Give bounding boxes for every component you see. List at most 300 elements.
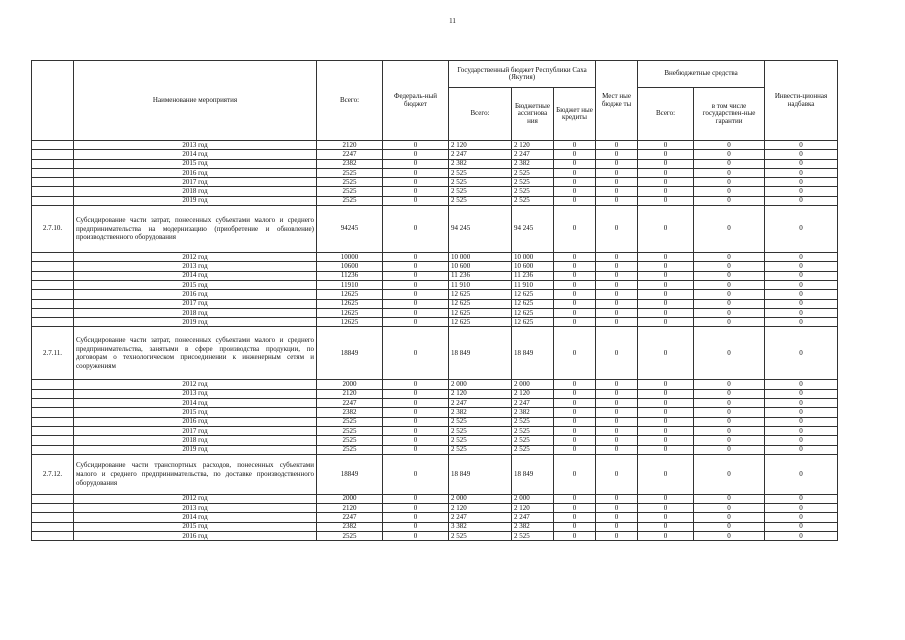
measure-value: 0	[765, 327, 838, 380]
year-value: 0	[383, 308, 449, 317]
year-row	[32, 178, 838, 187]
year-row	[32, 504, 838, 513]
year-value: 2 525	[512, 196, 554, 205]
year-value: 2247	[317, 513, 383, 522]
year-value: 2 525	[512, 532, 554, 541]
year-label: 2013 год	[74, 262, 317, 271]
year-value: 2000	[317, 494, 383, 503]
year-value: 0	[765, 494, 838, 503]
measure-value: 0	[638, 454, 694, 494]
year-value: 10000	[317, 253, 383, 262]
year-value: 0	[638, 271, 694, 280]
year-row	[32, 150, 838, 159]
year-value: 0	[554, 417, 596, 426]
year-value: 2 525	[449, 417, 512, 426]
year-value: 2 382	[512, 522, 554, 531]
year-value: 10 600	[512, 262, 554, 271]
year-label: 2019 год	[74, 445, 317, 454]
year-value: 2 120	[512, 389, 554, 398]
year-value: 2 525	[449, 445, 512, 454]
year-value: 0	[694, 196, 765, 205]
year-value: 11 910	[512, 280, 554, 289]
measure-value: 94 245	[449, 206, 512, 253]
year-row	[32, 408, 838, 417]
year-value: 0	[765, 522, 838, 531]
year-value: 0	[638, 159, 694, 168]
measure-value: 18849	[317, 454, 383, 494]
year-value: 2525	[317, 178, 383, 187]
year-code-cell	[32, 280, 74, 289]
year-value: 0	[383, 271, 449, 280]
measure-value: 0	[765, 454, 838, 494]
year-row	[32, 494, 838, 503]
year-code-cell	[32, 389, 74, 398]
year-value: 0	[694, 417, 765, 426]
year-value: 2 525	[512, 426, 554, 435]
measure-value: 18 849	[449, 327, 512, 380]
year-value: 0	[596, 408, 638, 417]
year-label: 2016 год	[74, 417, 317, 426]
header-name: Наименование мероприятия	[74, 61, 317, 141]
year-value: 0	[554, 318, 596, 327]
year-value: 11 236	[512, 271, 554, 280]
year-value: 2 120	[449, 141, 512, 150]
year-value: 2525	[317, 532, 383, 541]
measure-value: 0	[638, 327, 694, 380]
year-value: 2 000	[512, 380, 554, 389]
year-value: 0	[596, 318, 638, 327]
year-value: 0	[596, 262, 638, 271]
year-row	[32, 436, 838, 445]
year-row	[32, 141, 838, 150]
year-code-cell	[32, 308, 74, 317]
year-value: 0	[596, 513, 638, 522]
year-value: 2 382	[512, 408, 554, 417]
year-value: 2000	[317, 380, 383, 389]
year-value: 0	[383, 494, 449, 503]
year-value: 0	[554, 141, 596, 150]
year-value: 0	[383, 504, 449, 513]
measure-row	[32, 206, 838, 253]
measure-value: 18 849	[512, 327, 554, 380]
year-value: 0	[694, 399, 765, 408]
year-value: 0	[554, 290, 596, 299]
year-value: 2382	[317, 408, 383, 417]
year-value: 2 525	[512, 436, 554, 445]
year-code-cell	[32, 168, 74, 177]
year-value: 0	[383, 426, 449, 435]
year-value: 0	[694, 150, 765, 159]
year-value: 0	[383, 532, 449, 541]
header-investment: Инвести-ционная надбавка	[765, 61, 838, 141]
year-value: 0	[383, 389, 449, 398]
header-budget-alloc: Бюджетные ассигнова ния	[512, 88, 554, 141]
header-local: Мест ные бюдже ты	[596, 61, 638, 141]
year-value: 0	[638, 178, 694, 187]
year-value: 0	[765, 408, 838, 417]
header-offbudget-total: Всего:	[638, 88, 694, 141]
year-value: 0	[596, 389, 638, 398]
year-value: 10 600	[449, 262, 512, 271]
year-value: 12625	[317, 299, 383, 308]
year-value: 12 625	[449, 318, 512, 327]
year-value: 0	[694, 271, 765, 280]
measure-value: 0	[554, 327, 596, 380]
year-value: 0	[638, 168, 694, 177]
year-value: 2120	[317, 504, 383, 513]
year-code-cell	[32, 299, 74, 308]
year-value: 0	[694, 436, 765, 445]
year-value: 0	[765, 436, 838, 445]
year-value: 0	[596, 308, 638, 317]
year-code-cell	[32, 522, 74, 531]
measure-value: 0	[554, 454, 596, 494]
year-label: 2013 год	[74, 504, 317, 513]
year-row	[32, 271, 838, 280]
year-label: 2018 год	[74, 187, 317, 196]
year-value: 0	[694, 299, 765, 308]
year-value: 2 120	[512, 504, 554, 513]
year-value: 0	[554, 504, 596, 513]
year-value: 0	[765, 445, 838, 454]
year-value: 10 000	[512, 253, 554, 262]
year-value: 0	[554, 196, 596, 205]
year-code-cell	[32, 150, 74, 159]
year-value: 2525	[317, 417, 383, 426]
year-value: 2 525	[512, 187, 554, 196]
year-value: 0	[765, 196, 838, 205]
year-value: 0	[383, 253, 449, 262]
year-value: 0	[554, 159, 596, 168]
year-value: 0	[765, 271, 838, 280]
year-value: 0	[638, 399, 694, 408]
year-value: 0	[383, 513, 449, 522]
year-value: 0	[765, 168, 838, 177]
year-value: 0	[638, 150, 694, 159]
year-value: 0	[596, 426, 638, 435]
year-value: 12 625	[512, 318, 554, 327]
year-value: 0	[554, 150, 596, 159]
year-value: 0	[694, 168, 765, 177]
year-value: 0	[638, 308, 694, 317]
year-value: 0	[638, 532, 694, 541]
year-value: 0	[638, 141, 694, 150]
year-value: 0	[554, 253, 596, 262]
year-value: 11910	[317, 280, 383, 289]
year-row	[32, 445, 838, 454]
year-value: 2 120	[512, 141, 554, 150]
measure-value: 18 849	[512, 454, 554, 494]
year-code-cell	[32, 141, 74, 150]
year-value: 2 525	[449, 168, 512, 177]
year-row	[32, 262, 838, 271]
year-value: 0	[638, 262, 694, 271]
year-code-cell	[32, 178, 74, 187]
year-value: 2247	[317, 150, 383, 159]
year-value: 0	[596, 253, 638, 262]
year-code-cell	[32, 262, 74, 271]
year-value: 0	[596, 196, 638, 205]
year-code-cell	[32, 426, 74, 435]
year-label: 2013 год	[74, 389, 317, 398]
year-value: 11236	[317, 271, 383, 280]
year-value: 0	[554, 532, 596, 541]
year-label: 2015 год	[74, 280, 317, 289]
year-value: 2525	[317, 196, 383, 205]
year-value: 2382	[317, 522, 383, 531]
year-value: 0	[765, 262, 838, 271]
year-value: 0	[638, 426, 694, 435]
year-value: 0	[694, 532, 765, 541]
year-value: 0	[596, 417, 638, 426]
year-value: 0	[596, 290, 638, 299]
year-value: 2 525	[512, 168, 554, 177]
year-value: 12 625	[449, 299, 512, 308]
year-row	[32, 290, 838, 299]
measure-code: 2.7.11.	[32, 327, 74, 380]
year-value: 0	[554, 380, 596, 389]
year-value: 0	[638, 389, 694, 398]
year-value: 2 000	[512, 494, 554, 503]
year-value: 0	[694, 389, 765, 398]
year-label: 2015 год	[74, 159, 317, 168]
year-code-cell	[32, 318, 74, 327]
year-value: 0	[596, 380, 638, 389]
year-value: 0	[554, 271, 596, 280]
measure-code: 2.7.12.	[32, 454, 74, 494]
year-value: 12625	[317, 308, 383, 317]
year-value: 2 247	[449, 150, 512, 159]
year-value: 12 625	[449, 290, 512, 299]
year-label: 2015 год	[74, 522, 317, 531]
year-value: 0	[596, 187, 638, 196]
measure-value: 0	[554, 206, 596, 253]
measure-value: 0	[383, 454, 449, 494]
measure-value: 18849	[317, 327, 383, 380]
year-value: 0	[694, 426, 765, 435]
year-value: 0	[765, 389, 838, 398]
year-value: 0	[638, 253, 694, 262]
year-value: 0	[694, 513, 765, 522]
year-label: 2017 год	[74, 299, 317, 308]
year-value: 0	[596, 299, 638, 308]
budget-table	[31, 60, 838, 541]
year-value: 0	[596, 522, 638, 531]
measure-value: 0	[694, 327, 765, 380]
year-value: 0	[638, 318, 694, 327]
measure-row	[32, 454, 838, 494]
year-value: 2 247	[512, 399, 554, 408]
year-value: 0	[638, 290, 694, 299]
year-value: 0	[694, 504, 765, 513]
year-value: 0	[765, 532, 838, 541]
year-value: 2 000	[449, 494, 512, 503]
year-value: 2 525	[512, 417, 554, 426]
year-value: 2 525	[449, 532, 512, 541]
year-row	[32, 308, 838, 317]
year-label: 2019 год	[74, 196, 317, 205]
year-value: 2525	[317, 445, 383, 454]
year-value: 2 247	[449, 399, 512, 408]
year-label: 2017 год	[74, 426, 317, 435]
year-value: 0	[554, 299, 596, 308]
year-row	[32, 513, 838, 522]
year-value: 0	[383, 187, 449, 196]
year-value: 0	[554, 168, 596, 177]
year-value: 0	[596, 504, 638, 513]
year-value: 0	[596, 271, 638, 280]
year-value: 0	[554, 426, 596, 435]
measure-title: Субсидирование части затрат, понесенных субъектами малого и среднего предпринимательства на модернизацию (приобретение и обновление) производственного оборудования	[74, 206, 317, 253]
measure-value: 0	[596, 327, 638, 380]
year-value: 2 525	[512, 445, 554, 454]
year-code-cell	[32, 196, 74, 205]
year-label: 2014 год	[74, 271, 317, 280]
year-value: 0	[694, 290, 765, 299]
year-value: 10600	[317, 262, 383, 271]
year-value: 0	[383, 408, 449, 417]
measure-value: 0	[694, 454, 765, 494]
year-value: 2525	[317, 436, 383, 445]
year-label: 2017 год	[74, 178, 317, 187]
year-code-cell	[32, 399, 74, 408]
year-value: 0	[638, 522, 694, 531]
year-label: 2012 год	[74, 380, 317, 389]
year-value: 0	[638, 436, 694, 445]
measure-title: Субсидирование части транспортных расходов, понесенных субъектами малого и среднего предпринимательства, по доставке производственного оборудования	[74, 454, 317, 494]
header-state-group: Государственный бюджет Республики Саха (Якутия)	[449, 61, 596, 88]
year-row	[32, 159, 838, 168]
year-value: 0	[383, 150, 449, 159]
measure-value: 94 245	[512, 206, 554, 253]
year-value: 3 382	[449, 522, 512, 531]
header-total: Всего:	[317, 61, 383, 141]
year-code-cell	[32, 408, 74, 417]
year-value: 2 525	[449, 187, 512, 196]
year-value: 0	[554, 187, 596, 196]
year-value: 0	[596, 280, 638, 289]
year-value: 0	[554, 178, 596, 187]
year-value: 0	[694, 159, 765, 168]
year-value: 0	[383, 290, 449, 299]
year-value: 0	[383, 380, 449, 389]
year-value: 0	[383, 196, 449, 205]
year-value: 0	[765, 178, 838, 187]
measure-value: 0	[596, 454, 638, 494]
year-value: 0	[765, 187, 838, 196]
year-value: 2 382	[449, 159, 512, 168]
year-value: 0	[554, 408, 596, 417]
year-value: 12 625	[512, 308, 554, 317]
year-value: 0	[638, 504, 694, 513]
year-code-cell	[32, 187, 74, 196]
year-value: 0	[596, 445, 638, 454]
year-row	[32, 187, 838, 196]
year-code-cell	[32, 445, 74, 454]
year-label: 2016 год	[74, 532, 317, 541]
year-label: 2014 год	[74, 399, 317, 408]
year-row	[32, 299, 838, 308]
year-value: 0	[638, 196, 694, 205]
year-value: 0	[694, 522, 765, 531]
year-code-cell	[32, 532, 74, 541]
year-label: 2018 год	[74, 308, 317, 317]
year-value: 0	[765, 253, 838, 262]
year-value: 0	[383, 280, 449, 289]
year-row	[32, 522, 838, 531]
year-value: 0	[638, 408, 694, 417]
year-value: 0	[383, 522, 449, 531]
measure-value: 0	[765, 206, 838, 253]
year-value: 0	[638, 494, 694, 503]
year-value: 0	[694, 253, 765, 262]
year-value: 0	[694, 178, 765, 187]
year-value: 0	[596, 159, 638, 168]
year-value: 0	[383, 262, 449, 271]
year-value: 0	[383, 436, 449, 445]
year-value: 2 382	[512, 159, 554, 168]
year-row	[32, 280, 838, 289]
year-row	[32, 168, 838, 177]
year-value: 0	[596, 399, 638, 408]
year-row	[32, 389, 838, 398]
year-value: 0	[554, 494, 596, 503]
year-code-cell	[32, 290, 74, 299]
measure-value: 0	[596, 206, 638, 253]
measure-row	[32, 327, 838, 380]
year-value: 11 910	[449, 280, 512, 289]
year-row	[32, 532, 838, 541]
year-value: 0	[383, 141, 449, 150]
year-value: 2120	[317, 389, 383, 398]
year-value: 0	[596, 168, 638, 177]
year-value: 0	[554, 389, 596, 398]
year-value: 0	[694, 408, 765, 417]
year-code-cell	[32, 159, 74, 168]
year-value: 0	[765, 290, 838, 299]
table-body	[32, 141, 838, 541]
year-code-cell	[32, 494, 74, 503]
year-code-cell	[32, 417, 74, 426]
year-value: 0	[554, 445, 596, 454]
year-value: 0	[638, 187, 694, 196]
year-value: 2525	[317, 168, 383, 177]
year-value: 0	[596, 494, 638, 503]
year-value: 12 625	[512, 290, 554, 299]
year-value: 0	[638, 445, 694, 454]
year-value: 0	[694, 445, 765, 454]
year-value: 0	[596, 150, 638, 159]
year-value: 2 120	[449, 504, 512, 513]
year-value: 0	[554, 399, 596, 408]
year-value: 0	[638, 417, 694, 426]
year-row	[32, 426, 838, 435]
year-value: 0	[638, 280, 694, 289]
measure-value: 0	[638, 206, 694, 253]
year-label: 2014 год	[74, 150, 317, 159]
year-value: 0	[554, 262, 596, 271]
header-code	[32, 61, 74, 141]
year-label: 2016 год	[74, 290, 317, 299]
year-value: 0	[765, 399, 838, 408]
year-code-cell	[32, 253, 74, 262]
year-value: 0	[765, 513, 838, 522]
year-value: 2 247	[512, 513, 554, 522]
measure-value: 0	[694, 206, 765, 253]
year-value: 2 525	[449, 196, 512, 205]
year-value: 0	[554, 522, 596, 531]
year-value: 12 625	[512, 299, 554, 308]
